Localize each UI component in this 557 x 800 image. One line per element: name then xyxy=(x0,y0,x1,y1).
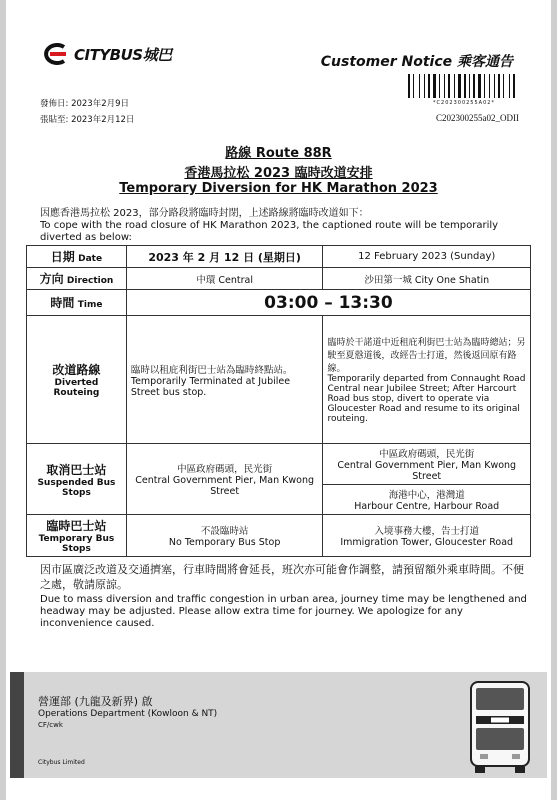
time-label: 時間 Time xyxy=(27,290,127,316)
barcode-bar xyxy=(448,74,450,98)
barcode-bar xyxy=(509,74,510,98)
intro xyxy=(40,208,520,244)
citybus-logo xyxy=(40,43,172,65)
barcode-bar xyxy=(444,74,445,98)
suspended-shatin-1: 中區政府碼頭，民光街 Central Government Pier, Man Kwong Street xyxy=(323,444,531,485)
barcode-bar xyxy=(476,74,477,98)
barcode-bar xyxy=(421,74,423,98)
barcode-bar xyxy=(451,74,453,98)
temporary-central: 不設臨時站 No Temporary Bus Stop xyxy=(126,515,323,557)
temporary-shatin: 入境事務大樓，告士打道 Immigration Tower, Gloucester Road xyxy=(323,515,531,557)
routeing-label: 改道路線 Diverted Routeing xyxy=(27,316,127,444)
barcode-bar xyxy=(458,74,461,98)
citybus-logo-icon xyxy=(40,43,68,65)
issue-date: 發佈日: 2023年2月9日 xyxy=(40,99,130,109)
barcode-bar xyxy=(408,74,410,98)
effective-date: 張貼至: 2023年2月12日 xyxy=(40,115,135,125)
direction-label: 方向 Direction xyxy=(27,268,127,290)
barcode-bar xyxy=(494,74,495,98)
barcode-bar xyxy=(496,74,497,98)
suspended-shatin-2: 海港中心，港灣道 Harbour Centre, Harbour Road xyxy=(323,485,531,515)
suspended-row-1 xyxy=(27,444,531,485)
logo-text: CITYBUS城巴 xyxy=(74,45,172,64)
direction-shatin: 沙田第一城 City One Shatin xyxy=(323,268,531,290)
barcode-bar xyxy=(513,74,515,98)
barcode-bar xyxy=(413,74,414,98)
barcode-bar xyxy=(439,74,440,98)
barcode-bar xyxy=(411,74,412,98)
barcode-bar xyxy=(428,74,430,98)
barcode-bar xyxy=(478,74,481,98)
barcode-bar xyxy=(471,74,472,98)
barcode-bar xyxy=(473,74,475,98)
date-label: 日期 Date xyxy=(27,246,127,268)
footnote-zh: 因市區廣泛改道及交通擠塞，行車時間將會延長，班次亦可能會作調整，請預留額外乘車時間。不便之處，敬請原諒。 xyxy=(40,563,524,591)
barcode-bar xyxy=(446,74,447,98)
notice-title: Customer Notice 乘客通告 xyxy=(320,54,513,70)
barcode-bar xyxy=(415,74,418,98)
barcode-bar xyxy=(462,74,463,98)
barcode-bar xyxy=(489,74,490,98)
date-value-en: 12 February 2023 (Sunday) xyxy=(323,246,531,268)
barcode-bar xyxy=(501,74,502,98)
barcode-bar xyxy=(482,74,483,98)
barcode-bar xyxy=(464,74,466,98)
suspended-label: 取消巴士站 Suspended Bus Stops xyxy=(27,444,127,515)
barcode-bar xyxy=(516,74,517,98)
barcode-bar xyxy=(441,74,443,98)
double-decker-bus-icon xyxy=(467,678,533,774)
barcode-bar xyxy=(431,74,432,98)
barcode-bar xyxy=(486,74,488,98)
barcode-icon xyxy=(408,74,518,98)
date-row xyxy=(27,246,531,268)
diversion-table xyxy=(26,245,531,557)
direction-row xyxy=(27,268,531,290)
barcode-bar xyxy=(491,74,493,98)
barcode-bar xyxy=(456,74,457,98)
title-zh: 香港馬拉松 2023 臨時改道安排 xyxy=(184,166,373,181)
intro-en: To cope with the road closure of HK Marathon 2023, the captioned route will be temporarily diverted as below: xyxy=(40,220,499,243)
footnote-en: Due to mass diversion and traffic congestion in urban area, journey time may be lengthened and headway may be adjusted. Please allow extra time for journey. We apologize for any inconvenience caused. xyxy=(40,594,527,629)
time-row xyxy=(27,290,531,316)
barcode-bar xyxy=(505,74,508,98)
barcode-bar xyxy=(419,74,420,98)
barcode-bar xyxy=(484,74,485,98)
suspended-central: 中區政府碼頭，民光街 Central Government Pier, Man Kwong Street xyxy=(126,444,323,515)
barcode-bar xyxy=(454,74,455,98)
direction-central: 中環 Central xyxy=(126,268,323,290)
page-edge-right xyxy=(551,0,557,800)
temporary-label: 臨時巴士站 Temporary Bus Stops xyxy=(27,515,127,557)
barcode-bar xyxy=(498,74,500,98)
temporary-row xyxy=(27,515,531,557)
routeing-central: 臨時以租庇利街巴士站為臨時終點站。 Temporarily Terminated at Jubilee Street bus stop. xyxy=(126,316,323,444)
barcode-bar xyxy=(426,74,427,98)
company-name: Citybus Limited xyxy=(38,759,85,766)
page-edge-left xyxy=(0,0,6,800)
date-value-zh: 2023 年 2 月 12 日 (星期日) xyxy=(126,246,323,268)
intro-zh: 因應香港馬拉松 2023，部分路段將臨時封閉，上述路線將臨時改道如下： xyxy=(40,208,369,219)
footer-bar xyxy=(10,672,24,778)
footer xyxy=(10,672,547,778)
title-en: Temporary Diversion for HK Marathon 2023 xyxy=(119,181,438,196)
barcode-bar xyxy=(511,74,512,98)
routeing-row xyxy=(27,316,531,444)
time-value: 03:00 – 13:30 xyxy=(126,290,530,316)
department: 營運部 (九龍及新界) 啟 Operations Department (Kowloon & NT) CF/cwk xyxy=(38,695,218,729)
barcode-bar xyxy=(503,74,504,98)
barcode-text: *C202300255A02* xyxy=(433,100,495,106)
barcode-bar xyxy=(433,74,436,98)
routeing-shatin: 臨時於干諾道中近租庇利街巴士站為臨時總站；另駛至夏慤道後，改經告士打道，然後返回原有路線。 Temporarily departed from Connaught Road Central near Jubilee Street; After Harcourt Road bus stop, divert to operate via Gloucester Road and resume to its original routeing. xyxy=(323,316,531,444)
footnote xyxy=(40,562,530,630)
barcode-bar xyxy=(437,74,438,98)
barcode-bar xyxy=(469,74,470,98)
barcode-bar xyxy=(424,74,425,98)
barcode-bar xyxy=(467,74,468,98)
reference-number: C202300255a02_ODII xyxy=(436,113,519,123)
route-title: 路線 Route 88R xyxy=(225,146,332,161)
